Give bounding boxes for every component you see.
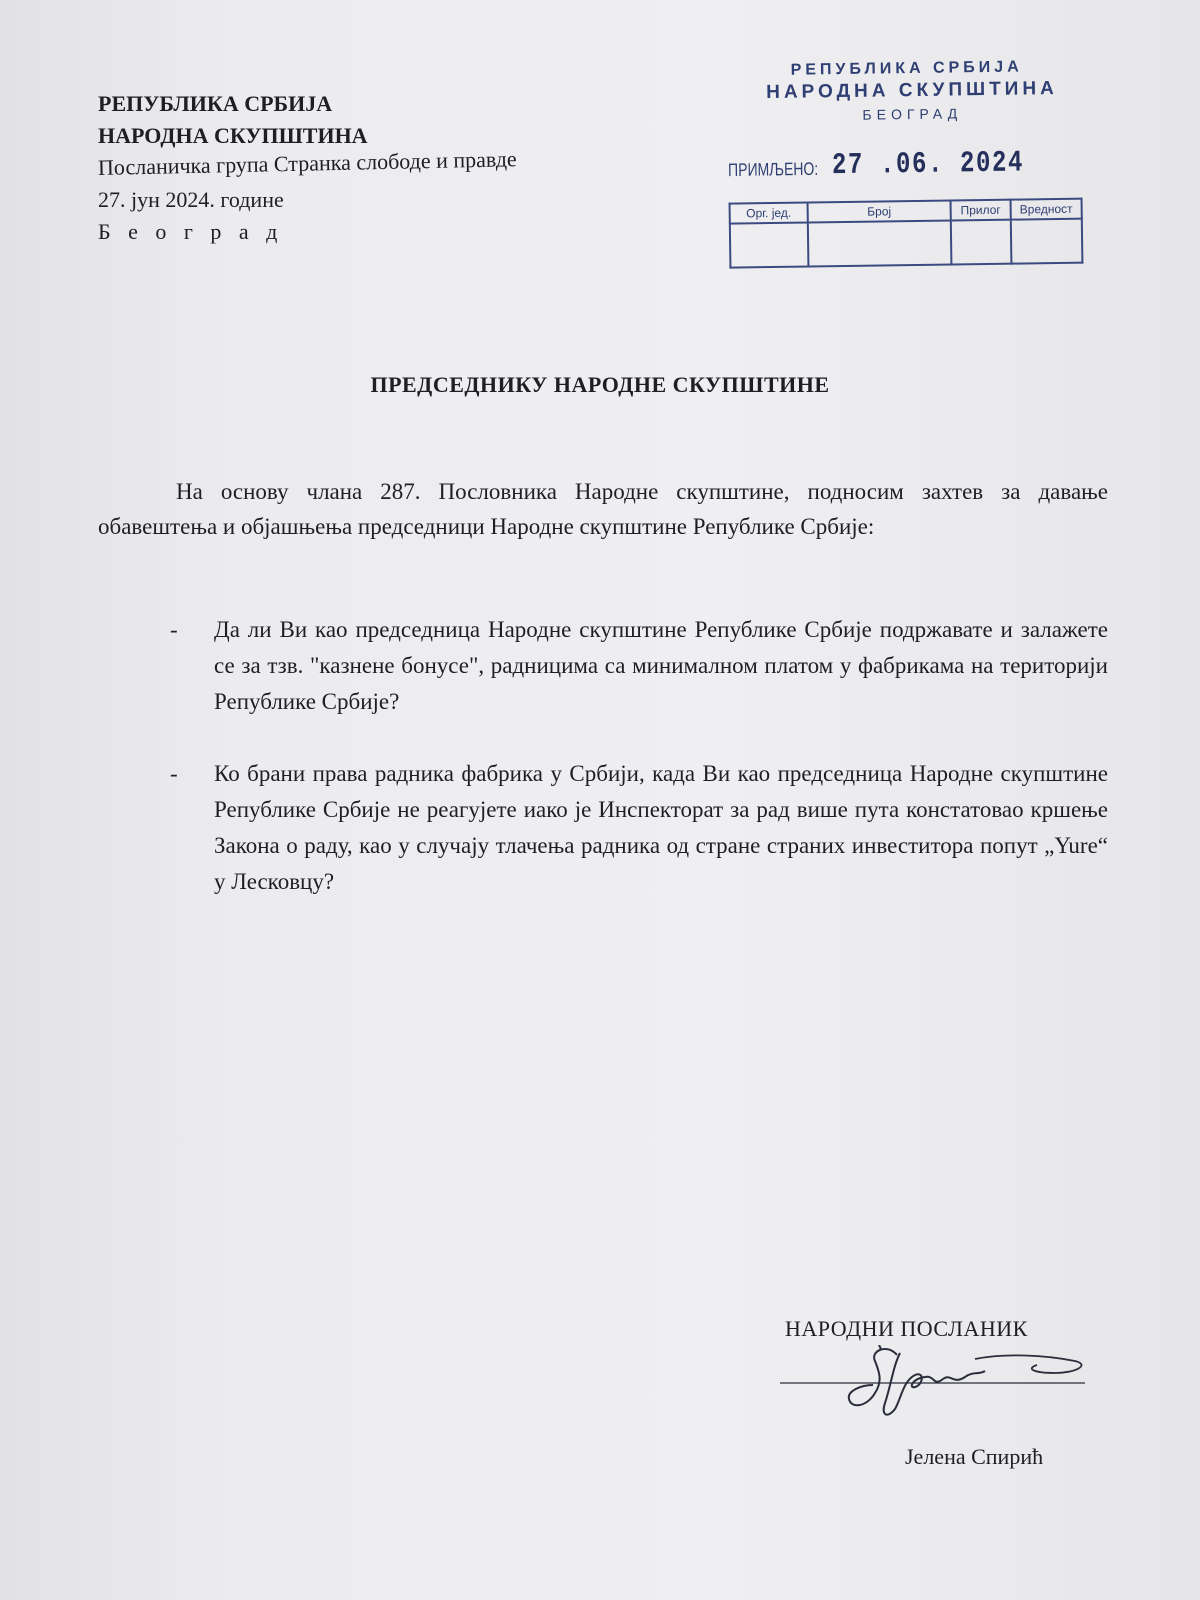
- stamp-col-attachment: Прилог: [951, 200, 1011, 221]
- bullet-dash: -: [170, 761, 178, 786]
- sender-republic: РЕПУБЛИКА СРБИЈА: [98, 91, 333, 116]
- received-stamp: [727, 57, 1100, 268]
- stamp-republic: РЕПУБЛИКА СРБИЈА: [790, 58, 1023, 79]
- sender-city: Б е о г р а д: [98, 219, 284, 244]
- stamp-cell-empty: [730, 222, 809, 267]
- stamp-received-date: 27 .06. 2024: [831, 146, 1025, 184]
- signature-stroke: [849, 1349, 897, 1405]
- stamp-assembly: НАРОДНА СКУПШТИНА: [765, 77, 1058, 104]
- stamp-cell-empty: [1011, 219, 1083, 264]
- stamp-cell-empty: [808, 220, 952, 266]
- document-title: ПРЕДСЕДНИКУ НАРОДНЕ СКУПШТИНЕ: [370, 372, 830, 397]
- signatory-name: Јелена Спирић: [905, 1444, 1044, 1469]
- question-text: Да ли Ви као председница Народне скупштине Републике Србије подржавате и залажете се за тзв. "казнене бонусе", радницима са минималном платом у фабрикама на територији Републике Србије?: [214, 617, 1108, 714]
- question-list: [170, 612, 1108, 936]
- question-item: [170, 612, 1108, 720]
- intro-paragraph: На основу члана 287. Пословника Народне скупштине, подносим захтев за давање обавештења и објашњења председници Народне скупштине Републике Србије:: [98, 479, 1108, 539]
- question-item: [170, 756, 1108, 900]
- bullet-dash: -: [170, 617, 178, 642]
- stamp-registry-table: [729, 198, 1084, 269]
- handwritten-signature: [775, 1345, 1135, 1425]
- question-text: Ко брани права радника фабрика у Србији, када Ви као председница Народне скупштине Републике Србије не реагујете иако је Инспекторат за рад више пута констатовао кршење Закона о раду, као у случају тлачења радника од стране страних инвеститора попут „Yure“ у Лесковцу?: [214, 761, 1108, 894]
- signature-stroke: [884, 1353, 985, 1415]
- stamp-col-org-unit: Орг. јед.: [730, 202, 808, 223]
- stamp-col-number: Број: [808, 200, 951, 222]
- stamp-col-value: Вредност: [1011, 199, 1082, 220]
- signature-stroke: [879, 1345, 881, 1349]
- stamp-cell-empty: [951, 220, 1012, 265]
- sender-assembly: НАРОДНА СКУПШТИНА: [98, 123, 368, 148]
- sender-date: 27. јун 2024. године: [98, 187, 284, 212]
- stamp-received-label: ПРИМЉЕНО:: [727, 157, 819, 180]
- signature-stroke: [975, 1355, 1082, 1373]
- stamp-city: БЕОГРАД: [862, 105, 963, 123]
- stamp-table-empty-row: [730, 219, 1083, 268]
- sender-group: Посланичка група Странка слободе и правде: [97, 146, 517, 180]
- signature-title: НАРОДНИ ПОСЛАНИК: [785, 1316, 1028, 1341]
- stamp-received-row: [728, 145, 1098, 184]
- sender-block: [98, 88, 698, 248]
